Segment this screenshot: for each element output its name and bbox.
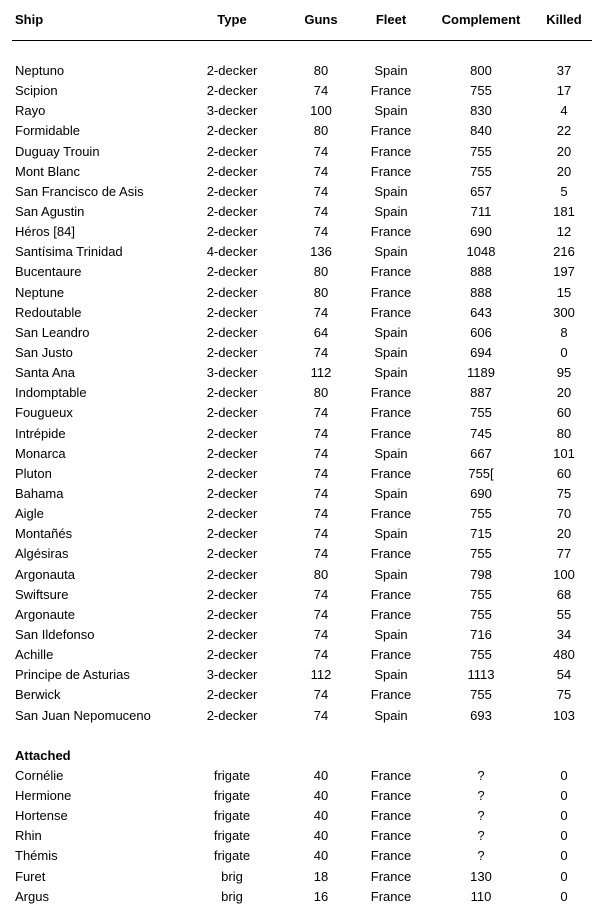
cell-complement: 800 <box>470 63 492 79</box>
table-row <box>12 81 592 101</box>
cell-killed: 55 <box>556 606 572 622</box>
cell-killed: 80 <box>556 425 572 441</box>
cell-ship: Neptune <box>15 284 65 300</box>
cell-guns: 74 <box>313 345 329 361</box>
table-row <box>12 585 592 605</box>
cell-killed: 60 <box>556 405 572 421</box>
cell-guns: 74 <box>313 526 329 542</box>
cell-ship: Thémis <box>15 848 58 864</box>
cell-killed: 0 <box>560 828 568 844</box>
table-row <box>12 766 592 786</box>
cell-type: 2-decker <box>206 606 258 622</box>
cell-type: 2-decker <box>206 445 258 461</box>
cell-guns: 74 <box>313 445 329 461</box>
ship-table <box>12 0 592 907</box>
cell-killed: 5 <box>560 183 568 199</box>
cell-killed: 77 <box>556 546 572 562</box>
cell-ship: Argonauta <box>15 566 75 582</box>
cell-complement: 1113 <box>467 667 495 683</box>
cell-complement: 715 <box>470 526 492 542</box>
cell-guns: 40 <box>313 808 329 824</box>
cell-guns: 74 <box>313 546 329 562</box>
cell-guns: 74 <box>313 405 329 421</box>
cell-guns: 80 <box>313 123 329 139</box>
table-row <box>12 826 592 846</box>
cell-fleet: France <box>370 304 412 320</box>
cell-complement: 693 <box>470 707 492 723</box>
cell-guns: 74 <box>313 586 329 602</box>
cell-killed: 0 <box>560 767 568 783</box>
cell-fleet: France <box>370 687 412 703</box>
cell-guns: 100 <box>310 103 332 119</box>
cell-ship: San Francisco de Asis <box>15 183 144 199</box>
cell-killed: 34 <box>556 627 572 642</box>
table-header <box>12 0 592 41</box>
cell-type: 2-decker <box>206 546 258 562</box>
cell-fleet: France <box>370 123 412 139</box>
cell-ship: Santa Ana <box>15 365 75 381</box>
table-row <box>12 524 592 544</box>
cell-fleet: Spain <box>374 183 408 199</box>
cell-complement: 888 <box>470 264 492 280</box>
cell-ship: Duguay Trouin <box>15 143 100 159</box>
cell-guns: 64 <box>313 324 329 340</box>
table-row <box>12 544 592 564</box>
cell-fleet: Spain <box>374 63 408 79</box>
table-row <box>12 685 592 705</box>
cell-fleet: Spain <box>374 244 408 260</box>
cell-fleet: France <box>370 586 412 602</box>
cell-fleet: France <box>370 606 412 622</box>
table-row <box>12 846 592 866</box>
cell-complement: 1189 <box>467 365 495 381</box>
cell-fleet: Spain <box>374 526 408 542</box>
table-row <box>12 242 592 262</box>
cell-complement: 110 <box>470 888 492 904</box>
cell-fleet: Spain <box>374 667 408 683</box>
header-killed: Killed <box>546 12 582 27</box>
cell-fleet: France <box>370 264 412 280</box>
cell-fleet: Spain <box>374 204 408 220</box>
cell-complement: 798 <box>470 566 492 582</box>
cell-complement: 711 <box>470 204 492 220</box>
cell-type: 2-decker <box>206 304 258 320</box>
cell-fleet: Spain <box>374 707 408 723</box>
cell-type: 2-decker <box>206 163 258 179</box>
cell-complement: 755 <box>470 687 492 703</box>
cell-fleet: Spain <box>374 345 408 361</box>
cell-guns: 74 <box>313 204 329 220</box>
cell-fleet: France <box>370 767 412 783</box>
section-row <box>12 746 592 766</box>
cell-guns: 74 <box>313 465 329 481</box>
table-row <box>12 786 592 806</box>
cell-ship: Algésiras <box>15 546 69 562</box>
cell-fleet: France <box>370 284 412 300</box>
cell-killed: 0 <box>560 848 568 864</box>
cell-killed: 70 <box>556 506 572 522</box>
cell-complement: 690 <box>470 486 492 502</box>
cell-fleet: France <box>370 647 412 663</box>
header-row <box>12 0 592 41</box>
table-row <box>12 424 592 444</box>
cell-ship: Neptuno <box>15 63 65 79</box>
cell-ship: San Leandro <box>15 324 90 340</box>
table-row <box>12 323 592 343</box>
cell-complement: 643 <box>470 304 492 320</box>
cell-killed: 12 <box>556 224 572 240</box>
cell-killed: 300 <box>553 304 575 320</box>
table-row <box>12 605 592 625</box>
cell-guns: 40 <box>313 787 329 803</box>
cell-ship: Pluton <box>15 465 52 481</box>
cell-type: 2-decker <box>206 324 258 340</box>
table-body <box>12 41 592 907</box>
cell-ship: San Justo <box>15 345 73 361</box>
cell-ship: Swiftsure <box>15 586 69 602</box>
cell-killed: 197 <box>553 264 575 280</box>
header-fleet: Fleet <box>375 12 407 27</box>
cell-fleet: France <box>370 465 412 481</box>
cell-guns: 74 <box>313 425 329 441</box>
cell-complement: 830 <box>470 103 492 119</box>
cell-complement: 755 <box>470 546 492 562</box>
cell-ship: Santísima Trinidad <box>15 244 123 260</box>
cell-ship: Rayo <box>15 103 46 119</box>
cell-type: 3-decker <box>206 103 258 119</box>
cell-type: 3-decker <box>206 365 258 381</box>
table-row <box>12 142 592 162</box>
cell-fleet: France <box>370 808 412 824</box>
cell-guns: 80 <box>313 264 329 280</box>
cell-guns: 112 <box>310 667 332 683</box>
cell-guns: 18 <box>313 868 329 884</box>
cell-complement: 755 <box>470 586 492 602</box>
cell-ship: Intrépide <box>15 425 66 441</box>
table-row <box>12 565 592 585</box>
cell-type: frigate <box>213 787 251 803</box>
header-complement: Complement <box>441 12 521 27</box>
cell-killed: 0 <box>560 888 568 904</box>
table-row <box>12 101 592 121</box>
cell-type: 2-decker <box>206 284 258 300</box>
cell-type: 2-decker <box>206 83 258 99</box>
cell-type: 2-decker <box>206 345 258 361</box>
cell-fleet: France <box>370 868 412 884</box>
cell-complement: 755 <box>470 163 492 179</box>
cell-type: 2-decker <box>206 183 258 199</box>
cell-killed: 20 <box>556 385 572 401</box>
cell-ship: San Ildefonso <box>15 627 95 642</box>
table-row <box>12 887 592 907</box>
cell-killed: 22 <box>556 123 572 139</box>
cell-killed: 75 <box>556 486 572 502</box>
cell-guns: 40 <box>313 828 329 844</box>
cell-fleet: France <box>370 224 412 240</box>
cell-complement: 888 <box>470 284 492 300</box>
cell-killed: 181 <box>553 204 575 220</box>
cell-complement: 606 <box>470 324 492 340</box>
table-row <box>12 182 592 202</box>
cell-killed: 75 <box>556 687 572 703</box>
cell-ship: Berwick <box>15 687 61 703</box>
cell-killed: 100 <box>553 566 575 582</box>
cell-type: 2-decker <box>206 123 258 139</box>
cell-type: brig <box>221 888 243 904</box>
cell-type: 2-decker <box>206 526 258 542</box>
cell-ship: San Juan Nepomuceno <box>15 707 151 723</box>
table-row <box>12 464 592 484</box>
table-row <box>12 645 592 665</box>
cell-complement: 745 <box>470 425 492 441</box>
spacer-row <box>12 726 592 746</box>
cell-ship: Monarca <box>15 445 66 461</box>
table-row <box>12 504 592 524</box>
cell-killed: 20 <box>556 526 572 542</box>
cell-complement: ? <box>477 828 485 844</box>
cell-type: frigate <box>213 848 251 864</box>
cell-complement: 690 <box>470 224 492 240</box>
cell-complement: 1048 <box>466 244 496 260</box>
cell-type: 2-decker <box>206 465 258 481</box>
header-ship: Ship <box>15 12 44 27</box>
spacer-row <box>12 41 592 62</box>
cell-complement: ? <box>477 848 485 864</box>
cell-guns: 80 <box>313 284 329 300</box>
cell-complement: 755 <box>470 606 492 622</box>
table-row <box>12 806 592 826</box>
cell-guns: 74 <box>313 224 329 240</box>
cell-complement: 657 <box>470 183 492 199</box>
cell-fleet: Spain <box>374 324 408 340</box>
cell-killed: 17 <box>556 83 572 99</box>
table-row <box>12 202 592 222</box>
cell-ship: Hermione <box>15 787 72 803</box>
cell-complement: 887 <box>470 385 492 401</box>
table-row <box>12 121 592 141</box>
cell-type: 2-decker <box>206 586 258 602</box>
cell-type: 2-decker <box>206 486 258 502</box>
cell-guns: 74 <box>313 627 329 642</box>
table-row <box>12 61 592 81</box>
cell-ship: Achille <box>15 647 54 663</box>
cell-guns: 74 <box>313 506 329 522</box>
cell-killed: 95 <box>556 365 572 381</box>
cell-ship: Principe de Asturias <box>15 667 130 683</box>
cell-ship: Argus <box>15 888 49 904</box>
cell-guns: 74 <box>313 647 329 663</box>
cell-type: 2-decker <box>206 566 258 582</box>
cell-type: 4-decker <box>206 244 258 260</box>
cell-killed: 20 <box>556 143 572 159</box>
cell-ship: Bahama <box>15 486 64 502</box>
cell-fleet: France <box>370 425 412 441</box>
cell-guns: 136 <box>310 244 332 260</box>
cell-complement: 840 <box>470 123 492 139</box>
cell-killed: 37 <box>556 63 572 79</box>
cell-killed: 54 <box>556 667 572 683</box>
cell-complement: ? <box>477 808 485 824</box>
cell-ship: Mont Blanc <box>15 163 81 179</box>
cell-type: 2-decker <box>206 204 258 220</box>
table-row <box>12 303 592 323</box>
table-row <box>12 665 592 685</box>
cell-killed: 480 <box>553 647 575 663</box>
cell-type: frigate <box>213 828 251 844</box>
cell-fleet: France <box>370 83 412 99</box>
table-row <box>12 363 592 383</box>
cell-ship: Redoutable <box>15 304 82 320</box>
cell-killed: 60 <box>556 465 572 481</box>
cell-guns: 112 <box>310 365 332 381</box>
cell-ship: Scipion <box>15 83 58 99</box>
cell-fleet: France <box>370 546 412 562</box>
cell-type: frigate <box>213 767 251 783</box>
cell-ship: Aigle <box>15 506 44 522</box>
cell-guns: 74 <box>313 687 329 703</box>
cell-fleet: France <box>370 143 412 159</box>
table-row <box>12 262 592 282</box>
cell-killed: 0 <box>560 787 568 803</box>
cell-guns: 40 <box>313 767 329 783</box>
cell-type: 2-decker <box>206 425 258 441</box>
cell-guns: 74 <box>313 183 329 199</box>
cell-complement: 755 <box>470 647 492 663</box>
cell-type: 2-decker <box>206 647 258 663</box>
cell-ship: Furet <box>15 868 46 884</box>
cell-fleet: France <box>370 828 412 844</box>
attached-section-title: Attached <box>15 747 71 763</box>
cell-complement: 716 <box>470 627 492 642</box>
cell-killed: 4 <box>560 103 568 119</box>
table-row <box>12 484 592 504</box>
cell-guns: 74 <box>313 83 329 99</box>
cell-ship: Rhin <box>15 828 42 844</box>
cell-killed: 103 <box>553 707 575 723</box>
table-row <box>12 706 592 726</box>
cell-guns: 74 <box>313 304 329 320</box>
cell-fleet: Spain <box>374 445 408 461</box>
cell-type: 2-decker <box>206 224 258 240</box>
cell-fleet: Spain <box>374 627 408 642</box>
cell-guns: 74 <box>313 163 329 179</box>
cell-guns: 40 <box>313 848 329 864</box>
cell-complement: ? <box>477 767 485 783</box>
table-row <box>12 866 592 886</box>
cell-fleet: France <box>370 848 412 864</box>
cell-ship: Héros [84] <box>15 224 75 240</box>
table-row <box>12 625 592 645</box>
cell-type: 2-decker <box>206 63 258 79</box>
cell-ship: Cornélie <box>15 767 64 783</box>
cell-type: frigate <box>213 808 251 824</box>
cell-ship: Hortense <box>15 808 68 824</box>
cell-type: 2-decker <box>206 385 258 401</box>
cell-complement: 694 <box>470 345 492 361</box>
cell-guns: 80 <box>313 385 329 401</box>
cell-complement: 130 <box>470 868 492 884</box>
cell-killed: 101 <box>553 445 575 461</box>
cell-guns: 74 <box>313 143 329 159</box>
cell-fleet: France <box>370 385 412 401</box>
cell-guns: 16 <box>313 888 329 904</box>
cell-killed: 0 <box>560 868 568 884</box>
table-row <box>12 222 592 242</box>
cell-type: 2-decker <box>206 627 258 642</box>
cell-complement: 755 <box>470 83 492 99</box>
cell-ship: Bucentaure <box>15 264 82 280</box>
table-row <box>12 383 592 403</box>
cell-killed: 15 <box>556 284 572 300</box>
table-row <box>12 343 592 363</box>
cell-guns: 80 <box>313 63 329 79</box>
cell-ship: Formidable <box>15 123 81 139</box>
cell-complement: 755 <box>470 143 492 159</box>
cell-guns: 74 <box>313 606 329 622</box>
cell-killed: 20 <box>556 163 572 179</box>
cell-type: 2-decker <box>206 264 258 280</box>
cell-guns: 80 <box>313 566 329 582</box>
cell-ship: Fougueux <box>15 405 73 421</box>
cell-fleet: Spain <box>374 566 408 582</box>
cell-fleet: France <box>370 787 412 803</box>
cell-type: 2-decker <box>206 687 258 703</box>
cell-killed: 0 <box>560 808 568 824</box>
cell-fleet: France <box>370 405 412 421</box>
cell-complement: 755 <box>470 506 492 522</box>
cell-complement: 667 <box>470 445 492 461</box>
cell-killed: 8 <box>560 324 568 340</box>
cell-fleet: France <box>370 163 412 179</box>
cell-killed: 216 <box>553 244 575 260</box>
cell-type: 2-decker <box>206 506 258 522</box>
cell-fleet: France <box>370 506 412 522</box>
cell-type: 2-decker <box>206 405 258 421</box>
table-row <box>12 403 592 423</box>
cell-ship: Argonaute <box>15 606 75 622</box>
table-row <box>12 283 592 303</box>
header-guns: Guns <box>304 12 338 27</box>
cell-type: 2-decker <box>206 143 258 159</box>
cell-killed: 0 <box>560 345 568 361</box>
cell-killed: 68 <box>556 586 572 602</box>
cell-type: 2-decker <box>206 707 258 723</box>
cell-ship: Montañés <box>15 526 73 542</box>
cell-fleet: France <box>370 888 412 904</box>
cell-complement: 755 <box>470 405 492 421</box>
table-row <box>12 162 592 182</box>
cell-complement: 755[ <box>468 465 494 481</box>
cell-ship: San Agustin <box>15 204 85 220</box>
cell-fleet: Spain <box>374 103 408 119</box>
cell-ship: Indomptable <box>15 385 87 401</box>
cell-fleet: Spain <box>374 486 408 502</box>
header-type: Type <box>217 12 247 27</box>
cell-fleet: Spain <box>374 365 408 381</box>
cell-complement: ? <box>477 787 485 803</box>
cell-guns: 74 <box>313 707 329 723</box>
table-row <box>12 444 592 464</box>
cell-type: 3-decker <box>206 667 258 683</box>
cell-type: brig <box>221 868 243 884</box>
cell-guns: 74 <box>313 486 329 502</box>
